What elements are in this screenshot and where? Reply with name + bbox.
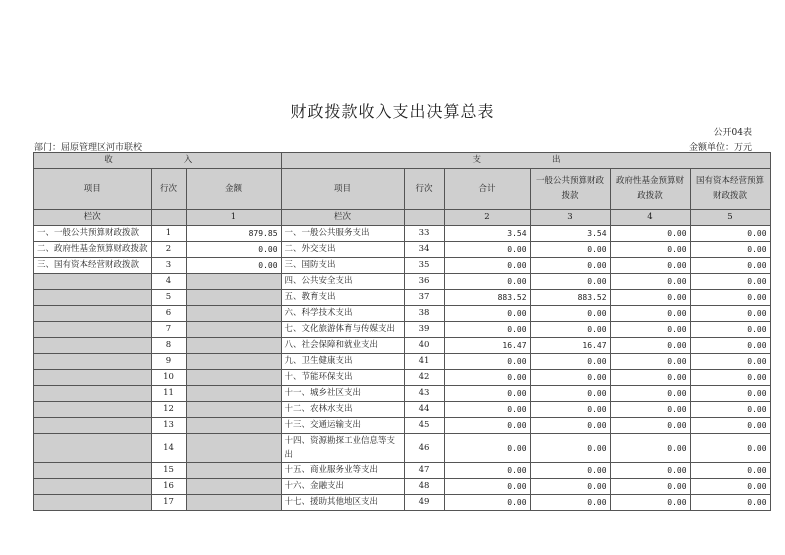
- state-capital-amount: 0.00: [690, 370, 770, 386]
- expense-row-no: 44: [404, 402, 444, 418]
- expense-item: 十一、城乡社区支出: [281, 386, 404, 402]
- gov-fund-header: 政府性基金预算财政拨款: [610, 169, 690, 210]
- income-row-no: 10: [151, 370, 186, 386]
- state-capital-amount: 0.00: [690, 354, 770, 370]
- income-item: 一、一般公共预算财政拨款: [34, 226, 152, 242]
- expense-item: 八、社会保障和就业支出: [281, 338, 404, 354]
- income-amount: [186, 322, 281, 338]
- income-amount: 0.00: [186, 242, 281, 258]
- state-capital-header: 国有资本经营预算财政拨款: [690, 169, 770, 210]
- table-row: [34, 402, 771, 418]
- state-capital-amount: 0.00: [690, 290, 770, 306]
- income-row-no: 6: [151, 306, 186, 322]
- income-amount: 0.00: [186, 258, 281, 274]
- table-row: [34, 434, 771, 463]
- table-row: [34, 370, 771, 386]
- form-number: 公开04表: [713, 128, 752, 138]
- gov-fund-amount: 0.00: [610, 258, 690, 274]
- gov-fund-amount: 0.00: [610, 306, 690, 322]
- table-row: [34, 322, 771, 338]
- total-amount: 0.00: [444, 463, 530, 479]
- income-row-no: 17: [151, 495, 186, 511]
- gov-fund-amount: 0.00: [610, 242, 690, 258]
- income-row-no: 12: [151, 402, 186, 418]
- gov-fund-amount: 0.00: [610, 418, 690, 434]
- expense-item: 二、外交支出: [281, 242, 404, 258]
- income-amount: [186, 290, 281, 306]
- income-item: [34, 290, 152, 306]
- income-row-no: 9: [151, 354, 186, 370]
- department-label: 部门：屈原管理区河市联校: [34, 143, 143, 153]
- total-amount: 883.52: [444, 290, 530, 306]
- total-amount: 0.00: [444, 354, 530, 370]
- general-budget-amount: 0.00: [530, 402, 610, 418]
- general-budget-amount: 0.00: [530, 322, 610, 338]
- total-amount: 16.47: [444, 338, 530, 354]
- gov-fund-amount: 0.00: [610, 338, 690, 354]
- expense-row-no: 45: [404, 418, 444, 434]
- column-index-row: [34, 210, 771, 226]
- state-capital-amount: 0.00: [690, 306, 770, 322]
- income-row-no: 2: [151, 242, 186, 258]
- expense-row-no: 33: [404, 226, 444, 242]
- income-item: [34, 463, 152, 479]
- expense-item: 十五、商业服务业等支出: [281, 463, 404, 479]
- general-budget-amount: 3.54: [530, 226, 610, 242]
- general-budget-amount: 883.52: [530, 290, 610, 306]
- expense-item-header: 项目: [281, 169, 404, 210]
- income-amount: [186, 463, 281, 479]
- income-amount: [186, 479, 281, 495]
- table-row: [34, 258, 771, 274]
- expense-item: 五、教育支出: [281, 290, 404, 306]
- total-amount: 0.00: [444, 322, 530, 338]
- total-amount: 0.00: [444, 495, 530, 511]
- table-row: [34, 306, 771, 322]
- table-row: [34, 290, 771, 306]
- expense-row-no: 38: [404, 306, 444, 322]
- income-amount: [186, 306, 281, 322]
- expense-item: 四、公共安全支出: [281, 274, 404, 290]
- expense-item: 十二、农林水支出: [281, 402, 404, 418]
- income-amount: [186, 418, 281, 434]
- income-row-no: 1: [151, 226, 186, 242]
- income-item: 三、国有资本经营财政拨款: [34, 258, 152, 274]
- expense-row-no: 48: [404, 479, 444, 495]
- income-row-no: 5: [151, 290, 186, 306]
- expense-row-no: 42: [404, 370, 444, 386]
- state-capital-amount: 0.00: [690, 463, 770, 479]
- income-item: [34, 274, 152, 290]
- table-row: [34, 242, 771, 258]
- expense-item: 九、卫生健康支出: [281, 354, 404, 370]
- income-amount: [186, 370, 281, 386]
- total-amount: 0.00: [444, 370, 530, 386]
- total-amount: 0.00: [444, 258, 530, 274]
- expense-row-no: 46: [404, 434, 444, 463]
- income-amount: [186, 274, 281, 290]
- income-row-no: 3: [151, 258, 186, 274]
- column-header-row: [34, 169, 771, 210]
- col-index-3: 3: [530, 210, 610, 226]
- general-budget-amount: 16.47: [530, 338, 610, 354]
- expense-row-no: 35: [404, 258, 444, 274]
- general-budget-amount: 0.00: [530, 463, 610, 479]
- state-capital-amount: 0.00: [690, 322, 770, 338]
- col-index-5: 5: [690, 210, 770, 226]
- total-header: 合计: [444, 169, 530, 210]
- table-row: [34, 418, 771, 434]
- expense-item: 十三、交通运输支出: [281, 418, 404, 434]
- table-row: [34, 495, 771, 511]
- gov-fund-amount: 0.00: [610, 434, 690, 463]
- col-index-label: 栏次: [34, 210, 152, 226]
- section-header-row: [34, 153, 771, 169]
- income-item: 二、政府性基金预算财政拨款: [34, 242, 152, 258]
- gov-fund-amount: 0.00: [610, 463, 690, 479]
- state-capital-amount: 0.00: [690, 274, 770, 290]
- expense-row-no: 40: [404, 338, 444, 354]
- income-item: [34, 338, 152, 354]
- gov-fund-amount: 0.00: [610, 322, 690, 338]
- income-item: [34, 306, 152, 322]
- gov-fund-amount: 0.00: [610, 274, 690, 290]
- income-item: [34, 354, 152, 370]
- col-index-label-2: 栏次: [281, 210, 404, 226]
- total-amount: 0.00: [444, 242, 530, 258]
- income-amount: [186, 434, 281, 463]
- expense-item: 三、国防支出: [281, 258, 404, 274]
- total-amount: 0.00: [444, 386, 530, 402]
- state-capital-amount: 0.00: [690, 418, 770, 434]
- income-amount-header: 金额: [186, 169, 281, 210]
- expense-item: 一、一般公共服务支出: [281, 226, 404, 242]
- total-amount: 0.00: [444, 306, 530, 322]
- expense-row-no: 47: [404, 463, 444, 479]
- table-row: [34, 226, 771, 242]
- general-budget-amount: 0.00: [530, 386, 610, 402]
- expense-row-no: 43: [404, 386, 444, 402]
- state-capital-amount: 0.00: [690, 258, 770, 274]
- state-capital-amount: 0.00: [690, 242, 770, 258]
- expense-item: 十六、金融支出: [281, 479, 404, 495]
- general-budget-amount: 0.00: [530, 274, 610, 290]
- expense-row-no-header: 行次: [404, 169, 444, 210]
- col-index-empty-2: [404, 210, 444, 226]
- expense-row-no: 49: [404, 495, 444, 511]
- income-row-no: 4: [151, 274, 186, 290]
- expense-item: 六、科学技术支出: [281, 306, 404, 322]
- income-item: [34, 418, 152, 434]
- total-amount: 0.00: [444, 402, 530, 418]
- state-capital-amount: 0.00: [690, 226, 770, 242]
- income-item: [34, 479, 152, 495]
- gov-fund-amount: 0.00: [610, 290, 690, 306]
- income-row-no: 8: [151, 338, 186, 354]
- expense-row-no: 34: [404, 242, 444, 258]
- general-budget-amount: 0.00: [530, 370, 610, 386]
- expense-item: 七、文化旅游体育与传媒支出: [281, 322, 404, 338]
- income-row-no: 13: [151, 418, 186, 434]
- expense-item: 十七、援助其他地区支出: [281, 495, 404, 511]
- total-amount: 0.00: [444, 274, 530, 290]
- general-budget-amount: 0.00: [530, 258, 610, 274]
- income-row-no: 11: [151, 386, 186, 402]
- income-row-no-header: 行次: [151, 169, 186, 210]
- expense-item: 十、节能环保支出: [281, 370, 404, 386]
- state-capital-amount: 0.00: [690, 338, 770, 354]
- state-capital-amount: 0.00: [690, 434, 770, 463]
- income-item: [34, 370, 152, 386]
- income-amount: 879.85: [186, 226, 281, 242]
- income-amount: [186, 495, 281, 511]
- income-section-header: 收 入: [34, 153, 282, 169]
- expense-section-header: 支 出: [281, 153, 770, 169]
- table-row: [34, 354, 771, 370]
- col-index-4: 4: [610, 210, 690, 226]
- general-budget-header: 一般公共预算财政拨款: [530, 169, 610, 210]
- gov-fund-amount: 0.00: [610, 386, 690, 402]
- table-row: [34, 338, 771, 354]
- total-amount: 0.00: [444, 434, 530, 463]
- gov-fund-amount: 0.00: [610, 354, 690, 370]
- expense-item: 十四、资源勘探工业信息等支出: [281, 434, 404, 463]
- total-amount: 0.00: [444, 418, 530, 434]
- income-row-no: 7: [151, 322, 186, 338]
- state-capital-amount: 0.00: [690, 495, 770, 511]
- expense-row-no: 41: [404, 354, 444, 370]
- table-row: [34, 386, 771, 402]
- income-amount: [186, 386, 281, 402]
- income-item: [34, 386, 152, 402]
- income-amount: [186, 402, 281, 418]
- general-budget-amount: 0.00: [530, 479, 610, 495]
- income-item: [34, 322, 152, 338]
- amount-unit-label: 金额单位：万元: [688, 143, 752, 153]
- income-row-no: 15: [151, 463, 186, 479]
- general-budget-amount: 0.00: [530, 306, 610, 322]
- general-budget-amount: 0.00: [530, 242, 610, 258]
- total-amount: 0.00: [444, 479, 530, 495]
- gov-fund-amount: 0.00: [610, 226, 690, 242]
- report-title: 财政拨款收入支出决算总表: [290, 102, 495, 121]
- gov-fund-amount: 0.00: [610, 495, 690, 511]
- income-item: [34, 434, 152, 463]
- col-index-empty: [151, 210, 186, 226]
- income-amount: [186, 354, 281, 370]
- state-capital-amount: 0.00: [690, 479, 770, 495]
- table-row: [34, 274, 771, 290]
- table-row: [34, 479, 771, 495]
- general-budget-amount: 0.00: [530, 418, 610, 434]
- gov-fund-amount: 0.00: [610, 402, 690, 418]
- financial-report-table: [33, 152, 771, 511]
- col-index-1: 1: [186, 210, 281, 226]
- income-item: [34, 402, 152, 418]
- income-item-header: 项目: [34, 169, 152, 210]
- state-capital-amount: 0.00: [690, 402, 770, 418]
- expense-row-no: 36: [404, 274, 444, 290]
- gov-fund-amount: 0.00: [610, 479, 690, 495]
- income-amount: [186, 338, 281, 354]
- income-row-no: 14: [151, 434, 186, 463]
- income-row-no: 16: [151, 479, 186, 495]
- table-row: [34, 463, 771, 479]
- col-index-2: 2: [444, 210, 530, 226]
- expense-row-no: 39: [404, 322, 444, 338]
- state-capital-amount: 0.00: [690, 386, 770, 402]
- expense-row-no: 37: [404, 290, 444, 306]
- gov-fund-amount: 0.00: [610, 370, 690, 386]
- general-budget-amount: 0.00: [530, 434, 610, 463]
- general-budget-amount: 0.00: [530, 495, 610, 511]
- general-budget-amount: 0.00: [530, 354, 610, 370]
- income-item: [34, 495, 152, 511]
- total-amount: 3.54: [444, 226, 530, 242]
